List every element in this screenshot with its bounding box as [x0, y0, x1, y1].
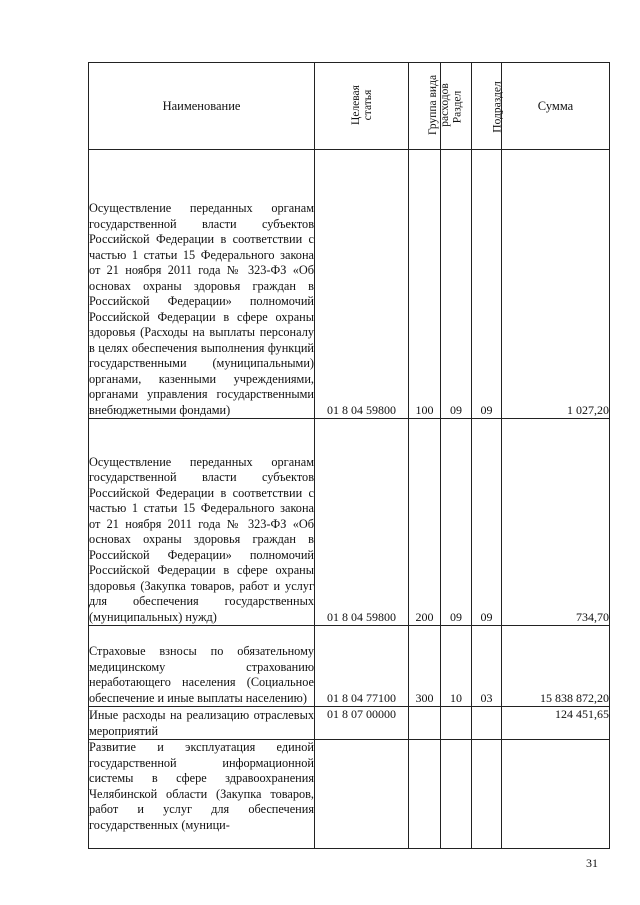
table-row	[89, 740, 610, 849]
row-name: Осуществление переданных органам государственной власти субъектов Российской Федерации в соответствии с частью 1 статьи 15 Федерального закона от 21 ноября 2011 года № 323-ФЗ «Об основах охраны здоровья граждан в Российской Федерации» полномочий Российской Федерации в сфере охраны здоровья (Закупка товаров, работ и услуг для обеспечения государственных (муниципальных) нужд)	[89, 419, 315, 626]
row-subsection: 09	[472, 150, 502, 419]
row-sum	[502, 740, 610, 849]
table-row	[89, 707, 610, 740]
row-group	[409, 740, 441, 849]
header-name: Наименование	[89, 63, 315, 150]
header-subsection-label: Подраздел	[491, 81, 504, 133]
header-section-label: Раздел	[451, 90, 464, 124]
row-section: 09	[441, 150, 472, 419]
header-group-line2: расходов	[439, 83, 452, 127]
row-name: Иные расходы на реализацию отраслевых мероприятий	[89, 708, 314, 738]
row-target: 01 8 04 59800	[315, 419, 409, 626]
row-target	[315, 740, 409, 849]
row-name: Развитие и эксплуатация единой государственной информационной системы в сфере здравоохранения Челябинской области (Закупка товаров, работ и услуг для обеспечения государственных (муници-	[89, 740, 315, 849]
row-subsection: 09	[472, 419, 502, 626]
header-sum: Сумма	[502, 63, 610, 150]
header-target-line1: Целевая	[349, 85, 362, 125]
row-subsection: 03	[472, 626, 502, 707]
row-target: 01 8 04 59800	[315, 150, 409, 419]
header-group	[409, 63, 452, 150]
header-target	[315, 63, 409, 150]
row-section	[441, 740, 472, 849]
table-header-row	[89, 63, 610, 150]
header-target-line2: статья	[361, 89, 374, 121]
row-name: Осуществление переданных органам государственной власти субъектов Российской Федерации в соответствии с частью 1 статьи 15 Федерального закона от 21 ноября 2011 года № 323-ФЗ «Об основах охраны здоровья граждан в Российской Федерации» полномочий Российской Федерации в сфере охраны здоровья (Расходы на выплаты персоналу в целях обеспечения выполнения функций государственными (муниципальными) органами, казенными учреждениями, органами управления государственными внебюджетными фондами)	[89, 150, 315, 419]
header-group-line1: Группа вида	[427, 74, 440, 136]
row-subsection	[472, 740, 502, 849]
row-section: 09	[441, 419, 472, 626]
row-sum: 15 838 872,20	[502, 626, 610, 707]
row-target: 01 8 04 77100	[315, 626, 409, 707]
row-group: 200	[409, 419, 441, 626]
row-section	[441, 707, 472, 740]
row-sum: 734,70	[502, 419, 610, 626]
row-section: 10	[441, 626, 472, 707]
row-target: 01 8 07 00000	[315, 707, 409, 740]
row-group: 100	[409, 150, 441, 419]
page-number: 31	[586, 856, 598, 870]
table-row	[89, 150, 610, 419]
row-name: Страховые взносы по обязательному медицинскому страхованию неработающего населения (Социальное обеспечение и иные выплаты населению)	[89, 626, 315, 707]
row-group	[409, 707, 441, 740]
budget-table	[88, 62, 610, 849]
row-group: 300	[409, 626, 441, 707]
table-row	[89, 626, 610, 707]
row-sum: 1 027,20	[502, 150, 610, 419]
row-sum: 124 451,65	[502, 707, 610, 740]
table-row	[89, 419, 610, 626]
row-subsection	[472, 707, 502, 740]
header-subsection	[472, 63, 502, 150]
